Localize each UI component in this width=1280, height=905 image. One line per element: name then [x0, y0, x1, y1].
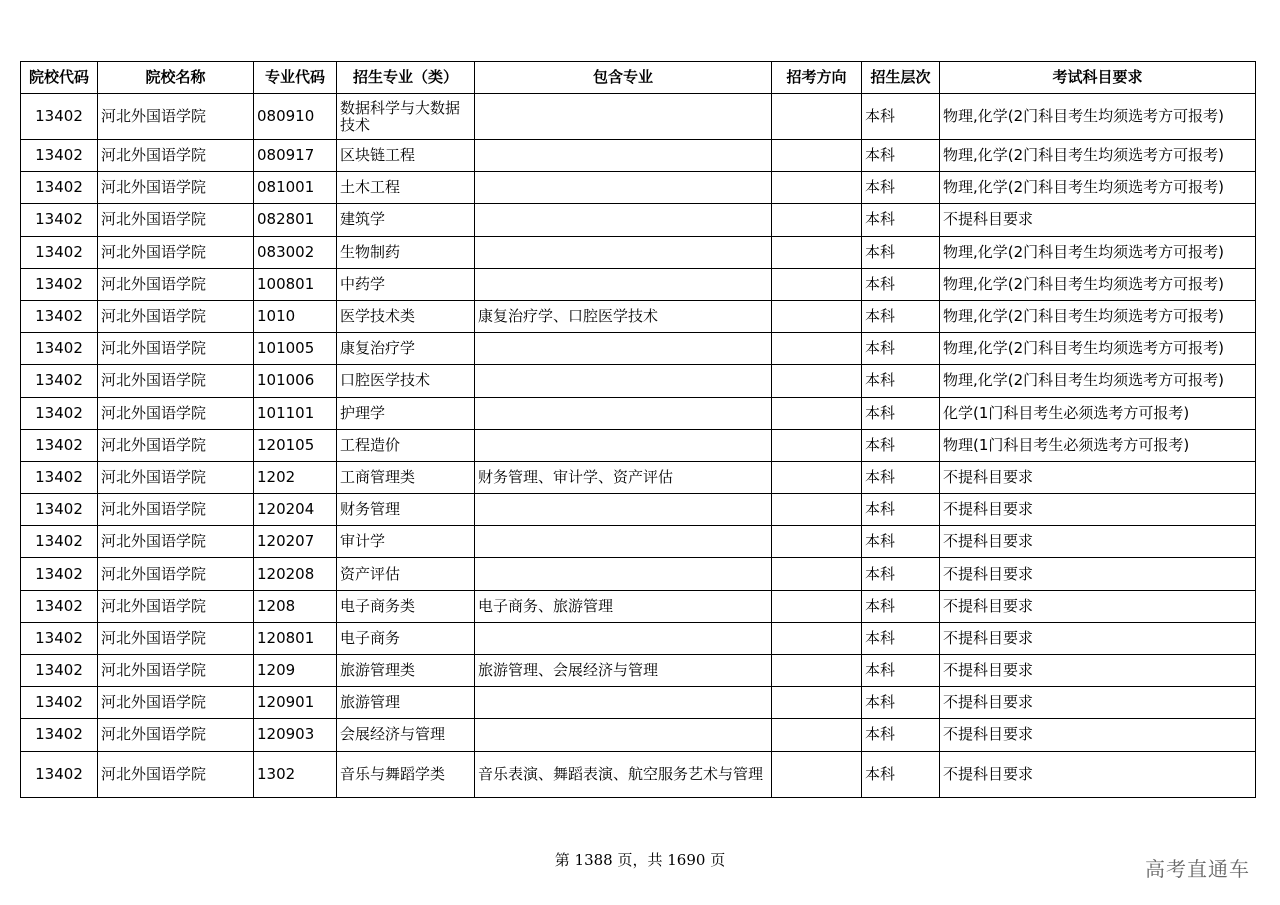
cell-direction [772, 236, 862, 268]
cell-subject-requirements: 不提科目要求 [940, 494, 1256, 526]
cell-included-majors: 财务管理、审计学、资产评估 [475, 461, 772, 493]
table-body [21, 94, 1256, 798]
cell-subject-requirements: 不提科目要求 [940, 461, 1256, 493]
cell-included-majors [475, 719, 772, 751]
cell-subject-requirements: 物理,化学(2门科目考生均须选考方可报考) [940, 140, 1256, 172]
cell-level: 本科 [862, 268, 940, 300]
table-row [21, 268, 1256, 300]
cell-direction [772, 461, 862, 493]
table-row [21, 622, 1256, 654]
cell-included-majors [475, 558, 772, 590]
cell-major-name: 资产评估 [337, 558, 475, 590]
header-included-majors: 包含专业 [475, 62, 772, 94]
cell-level: 本科 [862, 365, 940, 397]
table-row [21, 687, 1256, 719]
cell-included-majors [475, 687, 772, 719]
cell-direction [772, 558, 862, 590]
cell-major-code: 120801 [254, 622, 337, 654]
cell-included-majors: 音乐表演、舞蹈表演、航空服务艺术与管理 [475, 751, 772, 797]
cell-major-name: 工程造价 [337, 429, 475, 461]
table-row [21, 526, 1256, 558]
cell-direction [772, 333, 862, 365]
table-row [21, 397, 1256, 429]
cell-school-name: 河北外国语学院 [98, 268, 254, 300]
table-row [21, 94, 1256, 140]
cell-major-code: 120204 [254, 494, 337, 526]
cell-included-majors [475, 494, 772, 526]
table-row [21, 300, 1256, 332]
cell-direction [772, 429, 862, 461]
cell-major-name: 中药学 [337, 268, 475, 300]
cell-major-name: 旅游管理类 [337, 655, 475, 687]
cell-level: 本科 [862, 300, 940, 332]
cell-school-name: 河北外国语学院 [98, 558, 254, 590]
cell-major-name: 审计学 [337, 526, 475, 558]
cell-major-name: 护理学 [337, 397, 475, 429]
cell-included-majors [475, 268, 772, 300]
cell-direction [772, 622, 862, 654]
table-row [21, 494, 1256, 526]
cell-level: 本科 [862, 333, 940, 365]
cell-subject-requirements: 不提科目要求 [940, 655, 1256, 687]
cell-level: 本科 [862, 236, 940, 268]
cell-direction [772, 687, 862, 719]
cell-level: 本科 [862, 140, 940, 172]
cell-level: 本科 [862, 622, 940, 654]
table-row [21, 172, 1256, 204]
cell-direction [772, 172, 862, 204]
cell-school-code: 13402 [21, 719, 98, 751]
cell-direction [772, 655, 862, 687]
table-row [21, 558, 1256, 590]
cell-school-code: 13402 [21, 494, 98, 526]
cell-major-name: 工商管理类 [337, 461, 475, 493]
header-major-name: 招生专业（类） [337, 62, 475, 94]
admission-table [20, 61, 1256, 798]
cell-major-name: 建筑学 [337, 204, 475, 236]
cell-subject-requirements: 物理,化学(2门科目考生均须选考方可报考) [940, 94, 1256, 140]
cell-subject-requirements: 物理,化学(2门科目考生均须选考方可报考) [940, 172, 1256, 204]
table-row [21, 751, 1256, 797]
cell-included-majors [475, 429, 772, 461]
cell-direction [772, 140, 862, 172]
cell-level: 本科 [862, 719, 940, 751]
cell-school-name: 河北外国语学院 [98, 397, 254, 429]
cell-major-name: 医学技术类 [337, 300, 475, 332]
cell-level: 本科 [862, 526, 940, 558]
cell-included-majors: 旅游管理、会展经济与管理 [475, 655, 772, 687]
table-row [21, 655, 1256, 687]
cell-included-majors [475, 526, 772, 558]
cell-major-name: 旅游管理 [337, 687, 475, 719]
cell-level: 本科 [862, 655, 940, 687]
cell-level: 本科 [862, 687, 940, 719]
page-number: 第 1388 页，共 1690 页 [554, 851, 726, 869]
cell-direction [772, 590, 862, 622]
cell-major-name: 康复治疗学 [337, 333, 475, 365]
table-row [21, 365, 1256, 397]
cell-major-code: 100801 [254, 268, 337, 300]
cell-school-code: 13402 [21, 558, 98, 590]
cell-level: 本科 [862, 172, 940, 204]
cell-school-code: 13402 [21, 204, 98, 236]
cell-subject-requirements: 物理,化学(2门科目考生均须选考方可报考) [940, 300, 1256, 332]
cell-school-code: 13402 [21, 172, 98, 204]
cell-school-code: 13402 [21, 526, 98, 558]
cell-included-majors [475, 365, 772, 397]
cell-major-code: 083002 [254, 236, 337, 268]
table-row [21, 461, 1256, 493]
cell-school-name: 河北外国语学院 [98, 236, 254, 268]
cell-direction [772, 719, 862, 751]
cell-direction [772, 300, 862, 332]
cell-school-name: 河北外国语学院 [98, 655, 254, 687]
table-row [21, 204, 1256, 236]
table-row [21, 333, 1256, 365]
cell-major-code: 120208 [254, 558, 337, 590]
cell-major-code: 101006 [254, 365, 337, 397]
cell-subject-requirements: 不提科目要求 [940, 590, 1256, 622]
cell-subject-requirements: 不提科目要求 [940, 751, 1256, 797]
cell-subject-requirements: 不提科目要求 [940, 526, 1256, 558]
cell-school-code: 13402 [21, 140, 98, 172]
cell-school-name: 河北外国语学院 [98, 204, 254, 236]
cell-major-code: 120903 [254, 719, 337, 751]
cell-school-name: 河北外国语学院 [98, 94, 254, 140]
cell-school-name: 河北外国语学院 [98, 365, 254, 397]
cell-level: 本科 [862, 461, 940, 493]
cell-school-code: 13402 [21, 461, 98, 493]
cell-subject-requirements: 不提科目要求 [940, 558, 1256, 590]
cell-school-code: 13402 [21, 268, 98, 300]
cell-direction [772, 94, 862, 140]
table-row [21, 719, 1256, 751]
cell-subject-requirements: 不提科目要求 [940, 687, 1256, 719]
cell-major-code: 080910 [254, 94, 337, 140]
cell-school-code: 13402 [21, 94, 98, 140]
cell-subject-requirements: 不提科目要求 [940, 719, 1256, 751]
cell-subject-requirements: 物理,化学(2门科目考生均须选考方可报考) [940, 236, 1256, 268]
cell-included-majors [475, 204, 772, 236]
cell-direction [772, 397, 862, 429]
cell-school-name: 河北外国语学院 [98, 172, 254, 204]
cell-school-name: 河北外国语学院 [98, 300, 254, 332]
cell-school-code: 13402 [21, 365, 98, 397]
cell-major-name: 电子商务 [337, 622, 475, 654]
cell-included-majors: 康复治疗学、口腔医学技术 [475, 300, 772, 332]
cell-school-name: 河北外国语学院 [98, 461, 254, 493]
cell-school-code: 13402 [21, 590, 98, 622]
cell-school-code: 13402 [21, 429, 98, 461]
cell-major-code: 082801 [254, 204, 337, 236]
header-school-code: 院校代码 [21, 62, 98, 94]
cell-major-name: 口腔医学技术 [337, 365, 475, 397]
cell-direction [772, 494, 862, 526]
table-row [21, 429, 1256, 461]
cell-major-name: 数据科学与大数据技术 [337, 94, 475, 140]
cell-included-majors [475, 140, 772, 172]
cell-level: 本科 [862, 397, 940, 429]
cell-school-name: 河北外国语学院 [98, 526, 254, 558]
cell-included-majors [475, 236, 772, 268]
cell-school-code: 13402 [21, 300, 98, 332]
cell-major-name: 会展经济与管理 [337, 719, 475, 751]
cell-direction [772, 204, 862, 236]
cell-major-name: 生物制药 [337, 236, 475, 268]
cell-level: 本科 [862, 558, 940, 590]
cell-included-majors [475, 622, 772, 654]
cell-major-code: 080917 [254, 140, 337, 172]
cell-major-name: 电子商务类 [337, 590, 475, 622]
cell-subject-requirements: 物理,化学(2门科目考生均须选考方可报考) [940, 333, 1256, 365]
cell-level: 本科 [862, 494, 940, 526]
cell-major-code: 101101 [254, 397, 337, 429]
cell-school-name: 河北外国语学院 [98, 333, 254, 365]
cell-subject-requirements: 化学(1门科目考生必须选考方可报考) [940, 397, 1256, 429]
header-major-code: 专业代码 [254, 62, 337, 94]
cell-level: 本科 [862, 590, 940, 622]
cell-major-name: 音乐与舞蹈学类 [337, 751, 475, 797]
table-row [21, 236, 1256, 268]
cell-major-code: 1010 [254, 300, 337, 332]
cell-included-majors [475, 172, 772, 204]
cell-major-code: 120901 [254, 687, 337, 719]
cell-school-code: 13402 [21, 333, 98, 365]
cell-direction [772, 526, 862, 558]
cell-direction [772, 751, 862, 797]
cell-major-name: 财务管理 [337, 494, 475, 526]
cell-subject-requirements: 物理,化学(2门科目考生均须选考方可报考) [940, 268, 1256, 300]
cell-school-name: 河北外国语学院 [98, 719, 254, 751]
watermark: 高考直通车 [1145, 857, 1250, 881]
cell-subject-requirements: 不提科目要求 [940, 204, 1256, 236]
cell-major-code: 1202 [254, 461, 337, 493]
header-subject-requirements: 考试科目要求 [940, 62, 1256, 94]
cell-major-name: 区块链工程 [337, 140, 475, 172]
table-row [21, 590, 1256, 622]
cell-major-name: 土木工程 [337, 172, 475, 204]
header-direction: 招考方向 [772, 62, 862, 94]
cell-major-code: 081001 [254, 172, 337, 204]
header-school-name: 院校名称 [98, 62, 254, 94]
header-level: 招生层次 [862, 62, 940, 94]
cell-school-name: 河北外国语学院 [98, 590, 254, 622]
cell-school-code: 13402 [21, 751, 98, 797]
cell-included-majors: 电子商务、旅游管理 [475, 590, 772, 622]
cell-school-name: 河北外国语学院 [98, 622, 254, 654]
cell-level: 本科 [862, 94, 940, 140]
cell-major-code: 120207 [254, 526, 337, 558]
cell-major-code: 1208 [254, 590, 337, 622]
cell-subject-requirements: 物理(1门科目考生必须选考方可报考) [940, 429, 1256, 461]
cell-direction [772, 268, 862, 300]
cell-included-majors [475, 333, 772, 365]
cell-level: 本科 [862, 204, 940, 236]
cell-level: 本科 [862, 751, 940, 797]
cell-included-majors [475, 94, 772, 140]
cell-school-name: 河北外国语学院 [98, 751, 254, 797]
cell-subject-requirements: 不提科目要求 [940, 622, 1256, 654]
cell-subject-requirements: 物理,化学(2门科目考生均须选考方可报考) [940, 365, 1256, 397]
cell-school-name: 河北外国语学院 [98, 494, 254, 526]
cell-school-code: 13402 [21, 236, 98, 268]
cell-major-code: 101005 [254, 333, 337, 365]
cell-school-code: 13402 [21, 687, 98, 719]
cell-major-code: 1302 [254, 751, 337, 797]
cell-level: 本科 [862, 429, 940, 461]
cell-major-code: 120105 [254, 429, 337, 461]
cell-school-name: 河北外国语学院 [98, 140, 254, 172]
cell-school-code: 13402 [21, 622, 98, 654]
header-row [21, 62, 1256, 94]
cell-included-majors [475, 397, 772, 429]
cell-school-code: 13402 [21, 397, 98, 429]
cell-major-code: 1209 [254, 655, 337, 687]
table-row [21, 140, 1256, 172]
cell-school-code: 13402 [21, 655, 98, 687]
cell-school-name: 河北外国语学院 [98, 687, 254, 719]
cell-school-name: 河北外国语学院 [98, 429, 254, 461]
cell-direction [772, 365, 862, 397]
